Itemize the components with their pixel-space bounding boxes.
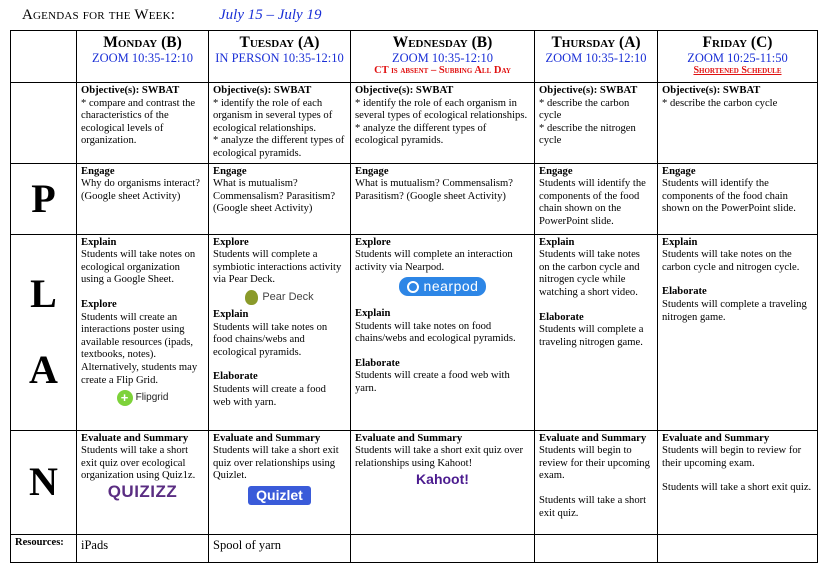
engage-text: What is mutualism? Commensalism? Parasitism? (Google sheet Activity) [355,178,514,202]
objectives-label: Objective(s): SWBAT [662,85,761,96]
header-row [11,31,818,83]
engage-wednesday [351,163,535,234]
kahoot-logo [355,473,530,486]
activity-heading: Explain [213,308,249,320]
day-header-friday [658,31,818,83]
objective-item: * analyze the different types of ecological pyramids. [213,135,345,159]
activity-heading: Explore [213,236,249,248]
evaluate-label: Evaluate and Summary [81,432,189,444]
evaluate-monday [77,430,209,534]
evaluate-label: Evaluate and Summary [539,432,647,444]
activity-text: Students will complete a symbiotic interactions activity via Pear Deck. [213,249,342,286]
activity-heading: Elaborate [355,357,400,369]
day-name: Thursday (A) [551,34,641,51]
resources-wednesday [351,534,535,562]
objectives-wednesday [351,83,535,164]
kahoot-wordmark: Kahoot! [416,471,469,488]
engage-text: Students will identify the components of the food chain shown on the PowerPoint slide. [662,178,796,215]
activities-row [11,234,818,430]
engage-row [11,163,818,234]
schedule-note: Shortened Schedule [693,65,782,76]
day-session: ZOOM 10:35-12:10 [91,51,194,65]
objective-item: * compare and contrast the characteristics of the ecological levels of organization. [81,97,196,147]
day-header-wednesday [351,31,535,83]
pear-icon [245,290,258,305]
objectives-label: Objective(s): SWBAT [81,85,180,96]
nearpod-badge [399,277,487,296]
flipgrid-logo [81,390,204,406]
activity-text: Students will complete an interaction activity via Nearpod. [355,249,513,273]
activity-text: Students will take notes on ecological organization using a Google Sheet. [81,249,196,286]
objective-item: * identify the role of each organism in several types of ecological relationships. [355,97,528,122]
evaluate-label: Evaluate and Summary [355,432,463,444]
activity-heading: Explain [662,236,698,248]
evaluate-friday [658,430,818,534]
activity-heading: Elaborate [539,311,584,323]
objective-item: * identify the role of each organism in several types of ecological relationships. [213,97,333,134]
evaluate-text: Students will begin to review for their upcoming exam. [539,445,650,482]
objective-item: * analyze the different types of ecological pyramids. [355,122,487,147]
day-header-monday [77,31,209,83]
nearpod-wordmark: nearpod [423,278,479,295]
nearpod-icon [407,281,419,293]
plan-letter-n: N [11,430,77,534]
engage-label: Engage [355,165,389,177]
day-name: Wednesday (B) [392,34,493,51]
quizlet-logo [213,486,346,505]
objectives-label: Objective(s): SWBAT [213,85,312,96]
engage-friday [658,163,818,234]
engage-label: Engage [81,165,115,177]
activity-text: Students will take notes on food chains/webs and ecological pyramids. [355,320,516,345]
activity-heading: Explain [539,236,575,248]
evaluate-label: Evaluate and Summary [662,432,770,444]
evaluate-text: Students will take a short exit quiz. [662,482,812,494]
day-session: ZOOM 10:35-12:10 [545,51,647,65]
activity-heading: Explain [81,236,117,248]
activity-heading: Elaborate [662,286,707,298]
week-dates: July 15 – July 19 [219,7,322,23]
resources-tuesday: Spool of yarn [209,534,351,562]
evaluate-row [11,430,818,534]
evaluate-text: Students will take a short exit quiz over ecological organization using Quiz1z. [81,445,196,482]
nearpod-logo [355,277,530,296]
plan-letter-a: A [29,347,58,393]
plan-letter-p: P [11,163,77,234]
resources-row [11,534,818,562]
objectives-tuesday [209,83,351,164]
activities-wednesday [351,234,535,430]
evaluate-text: Students will take a short exit quiz over relationships using Quizlet. [213,445,339,482]
engage-monday [77,163,209,234]
plan-spacer [11,83,77,164]
activity-text: Students will complete a traveling nitrogen game. [539,324,644,348]
evaluate-text: Students will take a short exit quiz. [539,494,647,519]
quizlet-wordmark: Quizlet [248,486,311,505]
activity-heading: Explore [81,298,117,310]
flipgrid-wordmark: Flipgrid [135,391,169,403]
objectives-row [11,83,818,164]
day-name: Tuesday (A) [239,34,320,51]
engage-label: Engage [213,165,247,177]
plus-icon: + [117,390,133,406]
pear-deck-logo [213,290,346,305]
day-session: IN PERSON 10:35-12:10 [215,51,344,65]
objective-item: * describe the carbon cycle [662,97,778,109]
plan-letter-l: L [30,271,57,317]
day-header-thursday [535,31,658,83]
engage-text: What is mutualism? Commensalism? Parasitism? (Google sheet Activity) [213,178,336,215]
absence-note: CT is absent – Subbing All Day [374,65,511,76]
resources-thursday [535,534,658,562]
day-name: Monday (B) [103,34,182,51]
evaluate-text: Students will take a short exit quiz over relationships using Kahoot! [355,445,523,469]
resources-monday: iPads [77,534,209,562]
activity-text: Students will complete a traveling nitrogen game. [662,298,807,323]
page-title: Agendas for the Week: [22,7,176,23]
activity-text: Students will take notes on the carbon cycle and nitrogen cycle while watching a short video. [539,249,640,298]
evaluate-tuesday [209,430,351,534]
objectives-monday [77,83,209,164]
activity-text: Students will create a food web with yarn. [213,383,326,408]
objective-item: * describe the carbon cycle [539,97,630,122]
activity-text: Students will create an interactions poster using available resources (ipads, textbooks, notes). Alternatively, students may create a Flip Grid. [81,311,198,386]
corner-cell [11,31,77,83]
plan-letters-la [11,234,77,430]
agenda-table [10,30,818,563]
activities-tuesday [209,234,351,430]
quizizz-wordmark: QUIZIZZ [107,481,178,501]
activity-text: Students will take notes on the carbon cycle and nitrogen cycle. [662,249,800,273]
resources-label: Resources: [11,534,77,562]
activities-monday [77,234,209,430]
objectives-label: Objective(s): SWBAT [539,85,638,96]
engage-thursday [535,163,658,234]
quizizz-logo [81,481,204,501]
engage-tuesday [209,163,351,234]
activities-thursday [535,234,658,430]
pear-deck-wordmark: Pear Deck [262,291,314,304]
activity-text: Students will take notes on food chains/webs and ecological pyramids. [213,321,328,358]
activities-friday [658,234,818,430]
activity-heading: Explain [355,307,391,319]
engage-text: Students will identify the components of the food chain shown on the PowerPoint slide. [539,178,646,227]
activity-heading: Elaborate [213,371,258,383]
activity-heading: Explore [355,236,391,248]
evaluate-wednesday [351,430,535,534]
evaluate-text: Students will begin to review for their upcoming exam. [662,445,802,469]
day-session: ZOOM 10:35-12:10 [391,51,494,65]
activity-text: Students will create a food web with yarn. [355,370,510,394]
resources-friday [658,534,818,562]
engage-text: Why do organisms interact? (Google sheet Activity) [81,178,200,202]
engage-label: Engage [539,165,573,177]
objectives-label: Objective(s): SWBAT [355,85,454,96]
engage-label: Engage [662,165,696,177]
objectives-friday [658,83,818,164]
day-header-tuesday [209,31,351,83]
evaluate-label: Evaluate and Summary [213,432,321,444]
day-session: ZOOM 10:25-11:50 [687,51,788,65]
objectives-thursday [535,83,658,164]
objective-item: * describe the nitrogen cycle [539,122,636,147]
day-name: Friday (C) [702,34,773,51]
evaluate-thursday [535,430,658,534]
